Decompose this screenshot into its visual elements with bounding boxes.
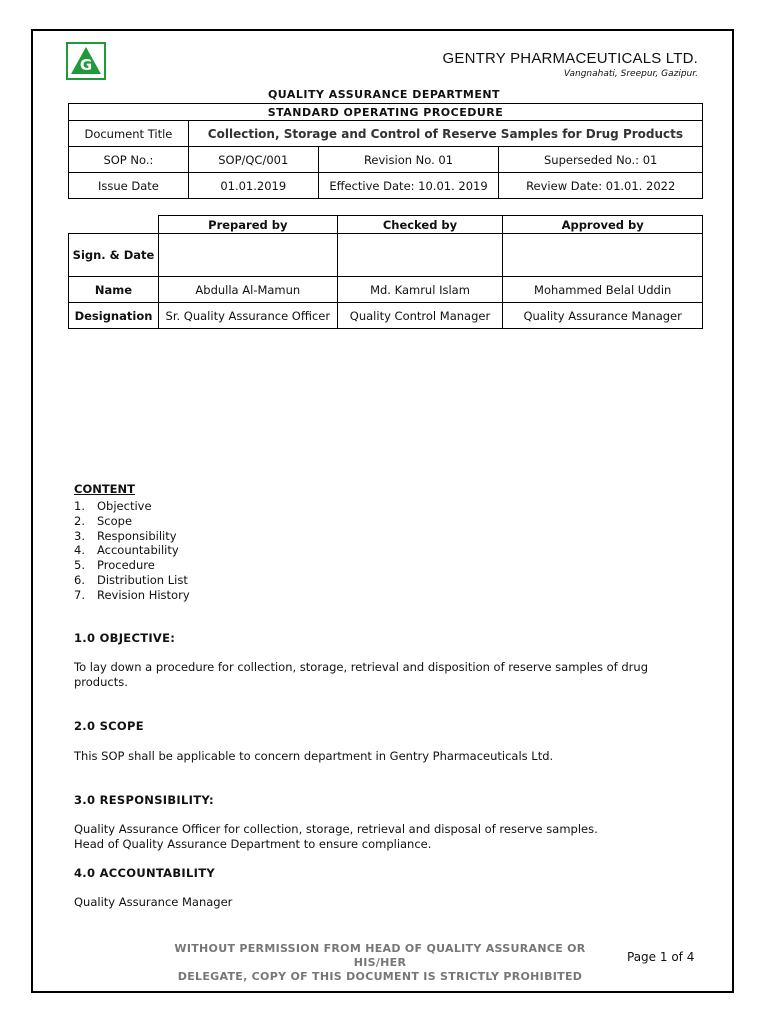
checked-sign-cell: [337, 234, 503, 277]
prepared-designation: Sr. Quality Assurance Officer: [158, 303, 337, 329]
responsibility-line-1: Quality Assurance Officer for collection, storage, retrieval and disposal of reserve samples.: [74, 822, 598, 836]
approved-by-header: Approved by: [503, 216, 703, 234]
approved-name: Mohammed Belal Uddin: [503, 277, 703, 303]
sop-no-label: SOP No.:: [69, 147, 189, 173]
checked-designation: Quality Control Manager: [337, 303, 503, 329]
issue-date-label: Issue Date: [69, 173, 189, 199]
responsibility-heading: 3.0 RESPONSIBILITY:: [74, 793, 214, 807]
accountability-text: Quality Assurance Manager: [74, 895, 233, 909]
copy-restriction-note: WITHOUT PERMISSION FROM HEAD OF QUALITY ASSURANCE OR HIS/HER DELEGATE, COPY OF THIS DOCUMENT IS STRICTLY PROHIBITED: [174, 942, 586, 983]
scope-text: This SOP shall be applicable to concern department in Gentry Pharmaceuticals Ltd.: [74, 749, 554, 763]
objective-text: To lay down a procedure for collection, storage, retrieval and disposition of reserve samples of drug products.: [74, 660, 648, 689]
sop-info-table: [68, 103, 703, 199]
effective-date: Effective Date: 10.01. 2019: [318, 173, 499, 199]
accountability-heading: 4.0 ACCOUNTABILITY: [74, 866, 215, 880]
approved-designation: Quality Assurance Manager: [503, 303, 703, 329]
list-item: 4. Accountability: [74, 543, 179, 558]
list-item: 6. Distribution List: [74, 572, 188, 587]
sop-no-value: SOP/QC/001: [188, 147, 318, 173]
content-list: [74, 499, 190, 603]
name-label: Name: [69, 277, 159, 303]
superseded-no: Superseded No.: 01: [499, 147, 703, 173]
list-item: 2. Scope: [74, 513, 133, 528]
logo-letter: G: [79, 56, 93, 74]
list-item: 1. Objective: [74, 499, 152, 513]
company-logo: [66, 42, 106, 80]
approval-table: [68, 215, 703, 329]
checked-name: Md. Kamrul Islam: [337, 277, 503, 303]
sign-date-label: Sign. & Date: [69, 234, 159, 277]
prepared-by-header: Prepared by: [158, 216, 337, 234]
document-title-value: Collection, Storage and Control of Reserve Samples for Drug Products: [188, 121, 702, 147]
prepared-sign-cell: [158, 234, 337, 277]
responsibility-line-2: Head of Quality Assurance Department to ensure compliance.: [74, 837, 432, 851]
review-date: Review Date: 01.01. 2022: [499, 173, 703, 199]
issue-date-value: 01.01.2019: [188, 173, 318, 199]
blank-corner-cell: [69, 216, 159, 234]
company-name: GENTRY PHARMACEUTICALS LTD.: [442, 50, 698, 67]
company-address: Vangnahati, Sreepur, Gazipur.: [563, 69, 698, 79]
sop-heading: STANDARD OPERATING PROCEDURE: [69, 104, 703, 121]
revision-no: Revision No. 01: [318, 147, 499, 173]
document-title-label: Document Title: [69, 121, 189, 147]
objective-heading: 1.0 OBJECTIVE:: [74, 631, 176, 645]
page-number: Page 1 of 4: [627, 950, 695, 964]
scope-heading: 2.0 SCOPE: [74, 719, 144, 733]
content-heading: CONTENT: [74, 482, 136, 496]
checked-by-header: Checked by: [337, 216, 503, 234]
department-title: QUALITY ASSURANCE DEPARTMENT: [267, 88, 501, 101]
list-item: 7. Revision History: [74, 587, 190, 602]
prepared-name: Abdulla Al-Mamun: [158, 277, 337, 303]
approved-sign-cell: [503, 234, 703, 277]
list-item: 3. Responsibility: [74, 528, 177, 543]
list-item: 5. Procedure: [74, 558, 155, 573]
designation-label: Designation: [69, 303, 159, 329]
